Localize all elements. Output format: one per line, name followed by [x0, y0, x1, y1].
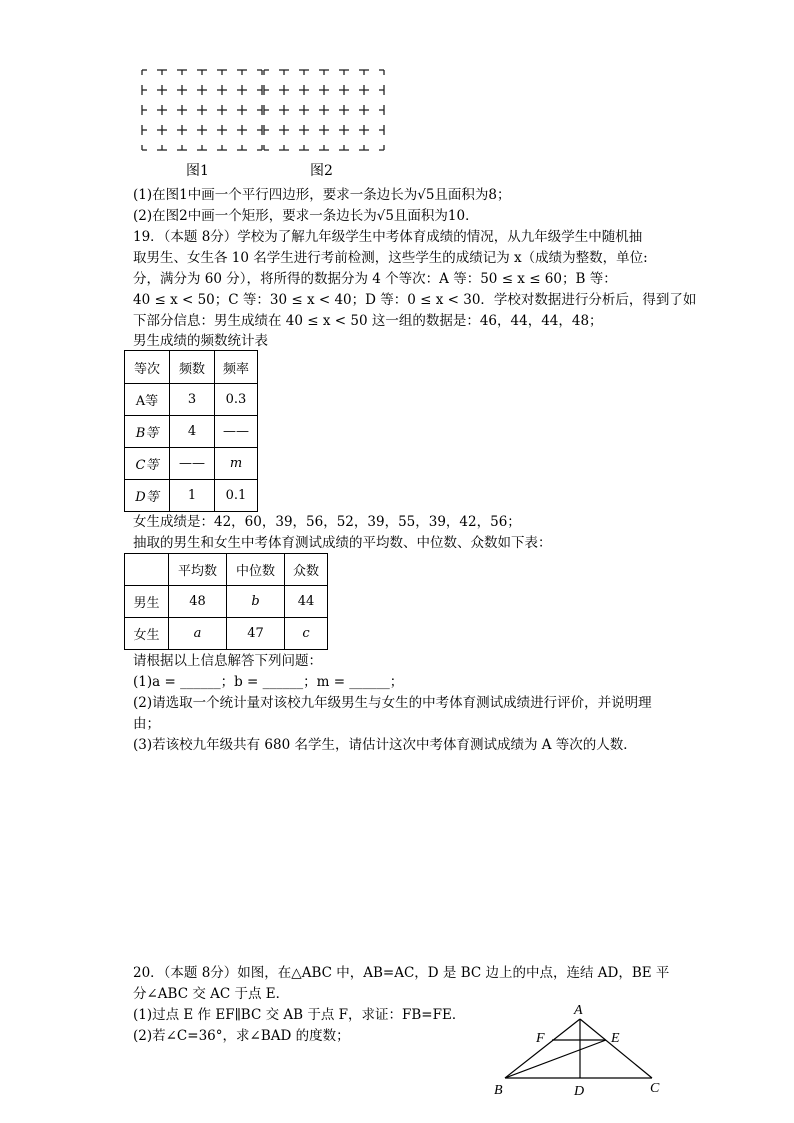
q18-part1: (1)在图1中画一个平行四边形，要求一条边长为√5且面积为8；: [133, 187, 511, 203]
q20-line-2: 分∠ABC 交 AC 于点 E．: [133, 986, 290, 1002]
segment-ab: [505, 1019, 580, 1078]
table2-cell: 女生: [125, 618, 169, 650]
table1-header: 等次: [125, 351, 170, 384]
grid-figure-1: [138, 66, 258, 158]
grid-caption-1: 图1: [186, 163, 209, 179]
table2-cell: b: [227, 586, 285, 618]
table2-cell: 47: [227, 618, 285, 650]
q19-intro-line-5: 下部分信息：男生成绩在 40 ≤ x < 50 这一组的数据是：46，44，44，48；: [133, 313, 603, 329]
table2-cell: 男生: [125, 586, 169, 618]
table2-cell: a: [169, 618, 227, 650]
q19-intro-line-1: 19．（本题 8分）学校为了解九年级学生中考体育成绩的情况，从九年级学生中随机抽: [133, 229, 643, 245]
table2-cell: 44: [285, 586, 328, 618]
table1-cell: 0.3: [215, 384, 258, 416]
q19-question-2b: 由；: [133, 716, 160, 732]
table1-cell: 1: [170, 480, 215, 512]
table1-cell: B等: [125, 416, 170, 448]
segment-be: [505, 1040, 606, 1078]
q19-question-1: (1)a = ______；b = ______；m = ______；: [133, 674, 404, 690]
table1-cell: m: [215, 448, 258, 480]
label-d: D: [574, 1084, 585, 1099]
table1-cell: 4: [170, 416, 215, 448]
grid-caption-2: 图2: [310, 163, 333, 179]
table1-cell: C等: [125, 448, 170, 480]
table2-cell: c: [285, 618, 328, 650]
table2-header: 平均数: [169, 554, 227, 586]
table1-header: 频数: [170, 351, 215, 384]
q20-line-3: (1)过点 E 作 EF∥BC 交 AB 于点 F，求证：FB=FE．: [133, 1007, 466, 1023]
triangle-figure: [490, 1002, 690, 1102]
table1-cell: ——: [215, 416, 258, 448]
table2-title: 抽取的男生和女生中考体育测试成绩的平均数、中位数、众数如下表：: [133, 535, 552, 551]
grid-figure-2: [260, 66, 380, 158]
q19-question-2a: (2)请选取一个统计量对该校九年级男生与女生的中考体育测试成绩进行评价，并说明理: [133, 695, 652, 711]
q19-intro-line-3: 分，满分为 60 分），将所得的数据分为 4 个等次：A 等：50 ≤ x ≤ 60；B 等：: [133, 271, 617, 287]
table1-cell: A等: [125, 384, 170, 416]
table1-header: 频率: [215, 351, 258, 384]
table2-header: 中位数: [227, 554, 285, 586]
q20-line-4: (2)若∠C=36°，求∠BAD 的度数；: [133, 1028, 350, 1044]
stats-table: [124, 553, 328, 650]
label-e: E: [611, 1031, 620, 1046]
table1-title: 男生成绩的频数统计表: [133, 333, 268, 349]
table1-cell: ——: [170, 448, 215, 480]
label-a: A: [574, 1003, 583, 1018]
q20-line-1: 20．（本题 8分）如图，在△ABC 中，AB=AC，D 是 BC 边上的中点，连结 AD，BE 平: [133, 965, 670, 981]
boys-frequency-table: [124, 350, 258, 512]
q19-intro-line-4: 40 ≤ x < 50；C 等：30 ≤ x < 40；D 等：0 ≤ x < 30．学校对数据进行分析后，得到了如: [133, 292, 697, 308]
label-f: F: [536, 1031, 545, 1046]
table2-cell: 48: [169, 586, 227, 618]
label-c: C: [650, 1081, 660, 1096]
q18-part2: (2)在图2中画一个矩形，要求一条边长为√5且面积为10．: [133, 208, 479, 224]
table1-cell: D等: [125, 480, 170, 512]
q19-prompt: 请根据以上信息解答下列问题：: [133, 653, 322, 669]
label-b: B: [494, 1083, 503, 1098]
q19-question-3: (3)若该校九年级共有 680 名学生，请估计这次中考体育测试成绩为 A 等次的人数．: [133, 737, 637, 753]
table2-header: 众数: [285, 554, 328, 586]
girls-scores: 女生成绩是：42，60，39，56，52，39，55，39，42，56；: [133, 514, 521, 530]
segment-ac: [580, 1019, 652, 1078]
table1-cell: 0.1: [215, 480, 258, 512]
q19-intro-line-2: 取男生、女生各 10 名学生进行考前检测，这些学生的成绩记为 x（成绩为整数，单位:: [133, 250, 648, 266]
table1-cell: 3: [170, 384, 215, 416]
table2-header: [125, 554, 169, 586]
